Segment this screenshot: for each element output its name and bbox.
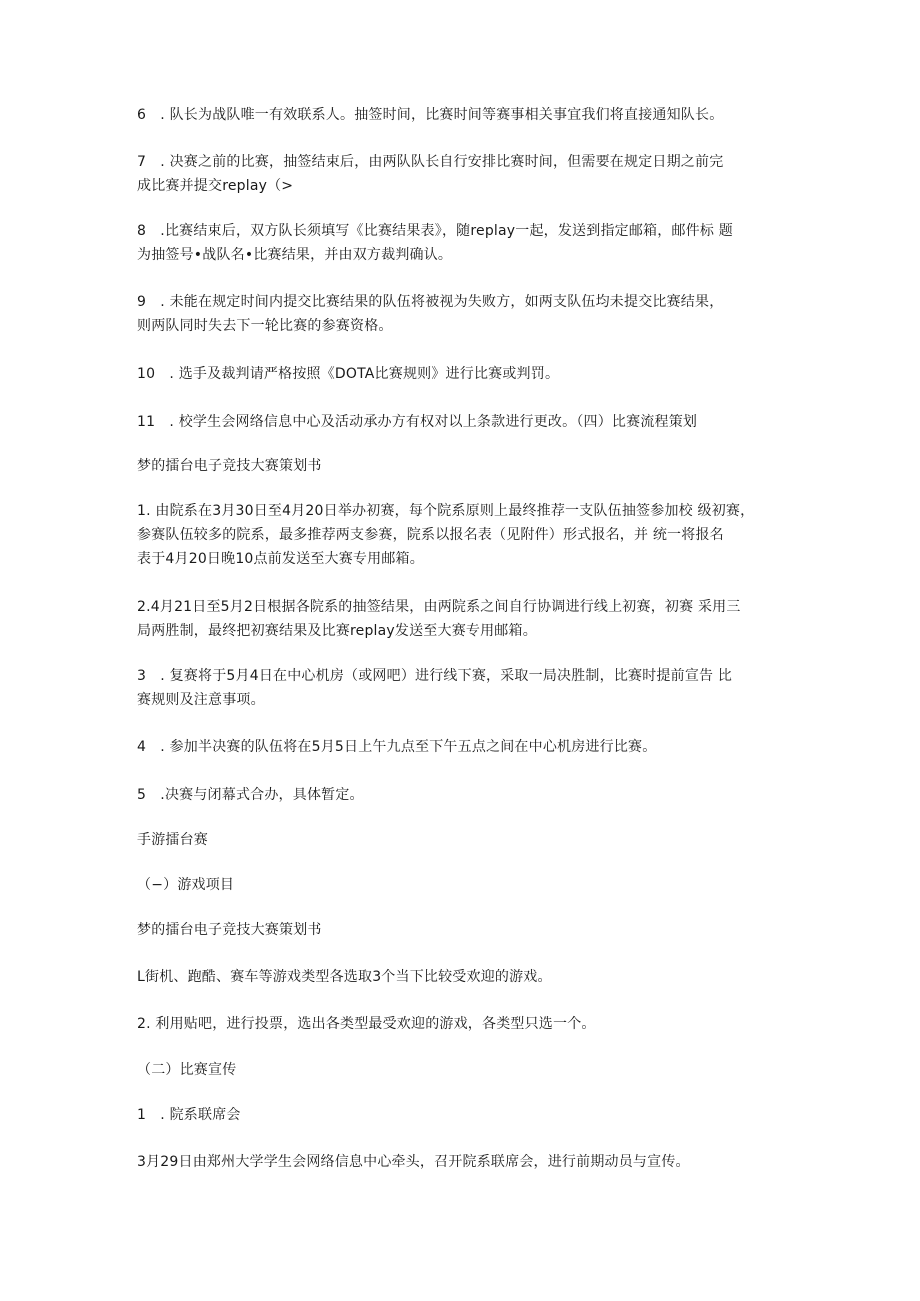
text-line: 3月29日由郑州大学学生会网络信息中心牵头，召开院系联席会，进行前期动员与宣传。 <box>137 1154 690 1170</box>
text-line: 成比赛并提交replay（> <box>137 178 294 194</box>
text-line: 手游擂台赛 <box>137 832 208 848</box>
text-line: 8 .比赛结束后，双方队长须填写《比赛结果表》，随replay一起，发送到指定邮箱，邮件标 题 <box>137 223 733 239</box>
text-line: 梦的擂台电子竞技大赛策划书 <box>137 922 322 938</box>
text-line: 局两胜制，最终把初赛结果及比赛replay发送至大赛专用邮箱。 <box>137 623 537 639</box>
rule-8 <box>137 219 797 267</box>
game-item-2 <box>137 1012 797 1036</box>
text-line: 1 . 院系联席会 <box>137 1107 241 1123</box>
flow-step-1 <box>137 499 797 571</box>
rule-6 <box>137 103 797 127</box>
rule-7 <box>137 150 797 198</box>
text-line: 5 .决赛与闭幕式合办，具体暂定。 <box>137 787 364 803</box>
promotion-detail <box>137 1150 797 1174</box>
text-line: （二）比赛宣传 <box>137 1062 237 1078</box>
text-line: L街机、跑酷、赛车等游戏类型各选取3个当下比较受欢迎的游戏。 <box>137 969 552 985</box>
promotion-item-1 <box>137 1103 797 1127</box>
text-line: （−）游戏项目 <box>137 877 235 893</box>
flow-step-2 <box>137 595 797 643</box>
rule-11 <box>137 410 797 434</box>
text-line: 为抽签号•战队名•比赛结果，并由双方裁判确认。 <box>137 247 453 263</box>
section-title <box>137 454 797 478</box>
text-line: 11 . 校学生会网络信息中心及活动承办方有权对以上条款进行更改。（四）比赛流程策划 <box>137 414 698 430</box>
section-title <box>137 918 797 942</box>
rule-10 <box>137 362 797 386</box>
flow-step-3 <box>137 664 797 712</box>
flow-step-4 <box>137 735 797 759</box>
text-line: 表于4月20日晚10点前发送至大赛专用邮箱。 <box>137 551 424 567</box>
heading-game-items <box>137 873 797 897</box>
text-line: 2.4月21日至5月2日根据各院系的抽签结果，由两院系之间自行协调进行线上初赛，初赛 采用三 <box>137 599 741 615</box>
text-line: 1. 由院系在3月30日至4月20日举办初赛，每个院系原则上最终推荐一支队伍抽签参加校 级初赛， <box>137 503 755 519</box>
rule-9 <box>137 290 797 338</box>
text-line: 7 . 决赛之前的比赛，抽签结束后，由两队队长自行安排比赛时间，但需要在规定日期之前完 <box>137 154 724 170</box>
text-line: 赛规则及注意事项。 <box>137 692 265 708</box>
heading-mobile-tournament <box>137 828 797 852</box>
text-line: 4 . 参加半决赛的队伍将在5月5日上午九点至下午五点之间在中心机房进行比赛。 <box>137 739 657 755</box>
flow-step-5 <box>137 783 797 807</box>
text-line: 6 . 队长为战队唯一有效联系人。抽签时间，比赛时间等赛事相关事宜我们将直接通知队长。 <box>137 107 724 123</box>
text-line: 2. 利用贴吧，进行投票，选出各类型最受欢迎的游戏，各类型只选一个。 <box>137 1016 596 1032</box>
heading-promotion <box>137 1058 797 1082</box>
text-line: 参赛队伍较多的院系，最多推荐两支参赛，院系以报名表（见附件）形式报名，并 统一将报名 <box>137 527 724 543</box>
text-line: 3 . 复赛将于5月4日在中心机房（或网吧）进行线下赛，采取一局决胜制，比赛时提前宣告 比 <box>137 668 733 684</box>
text-line: 则两队同时失去下一轮比赛的参赛资格。 <box>137 318 393 334</box>
text-line: 9 . 未能在规定时间内提交比赛结果的队伍将被视为失败方，如两支队伍均未提交比赛结果， <box>137 294 724 310</box>
game-item-1 <box>137 965 797 989</box>
text-line: 梦的擂台电子竞技大赛策划书 <box>137 458 322 474</box>
text-line: 10 . 选手及裁判请严格按照《DOTA比赛规则》进行比赛或判罚。 <box>137 366 560 382</box>
